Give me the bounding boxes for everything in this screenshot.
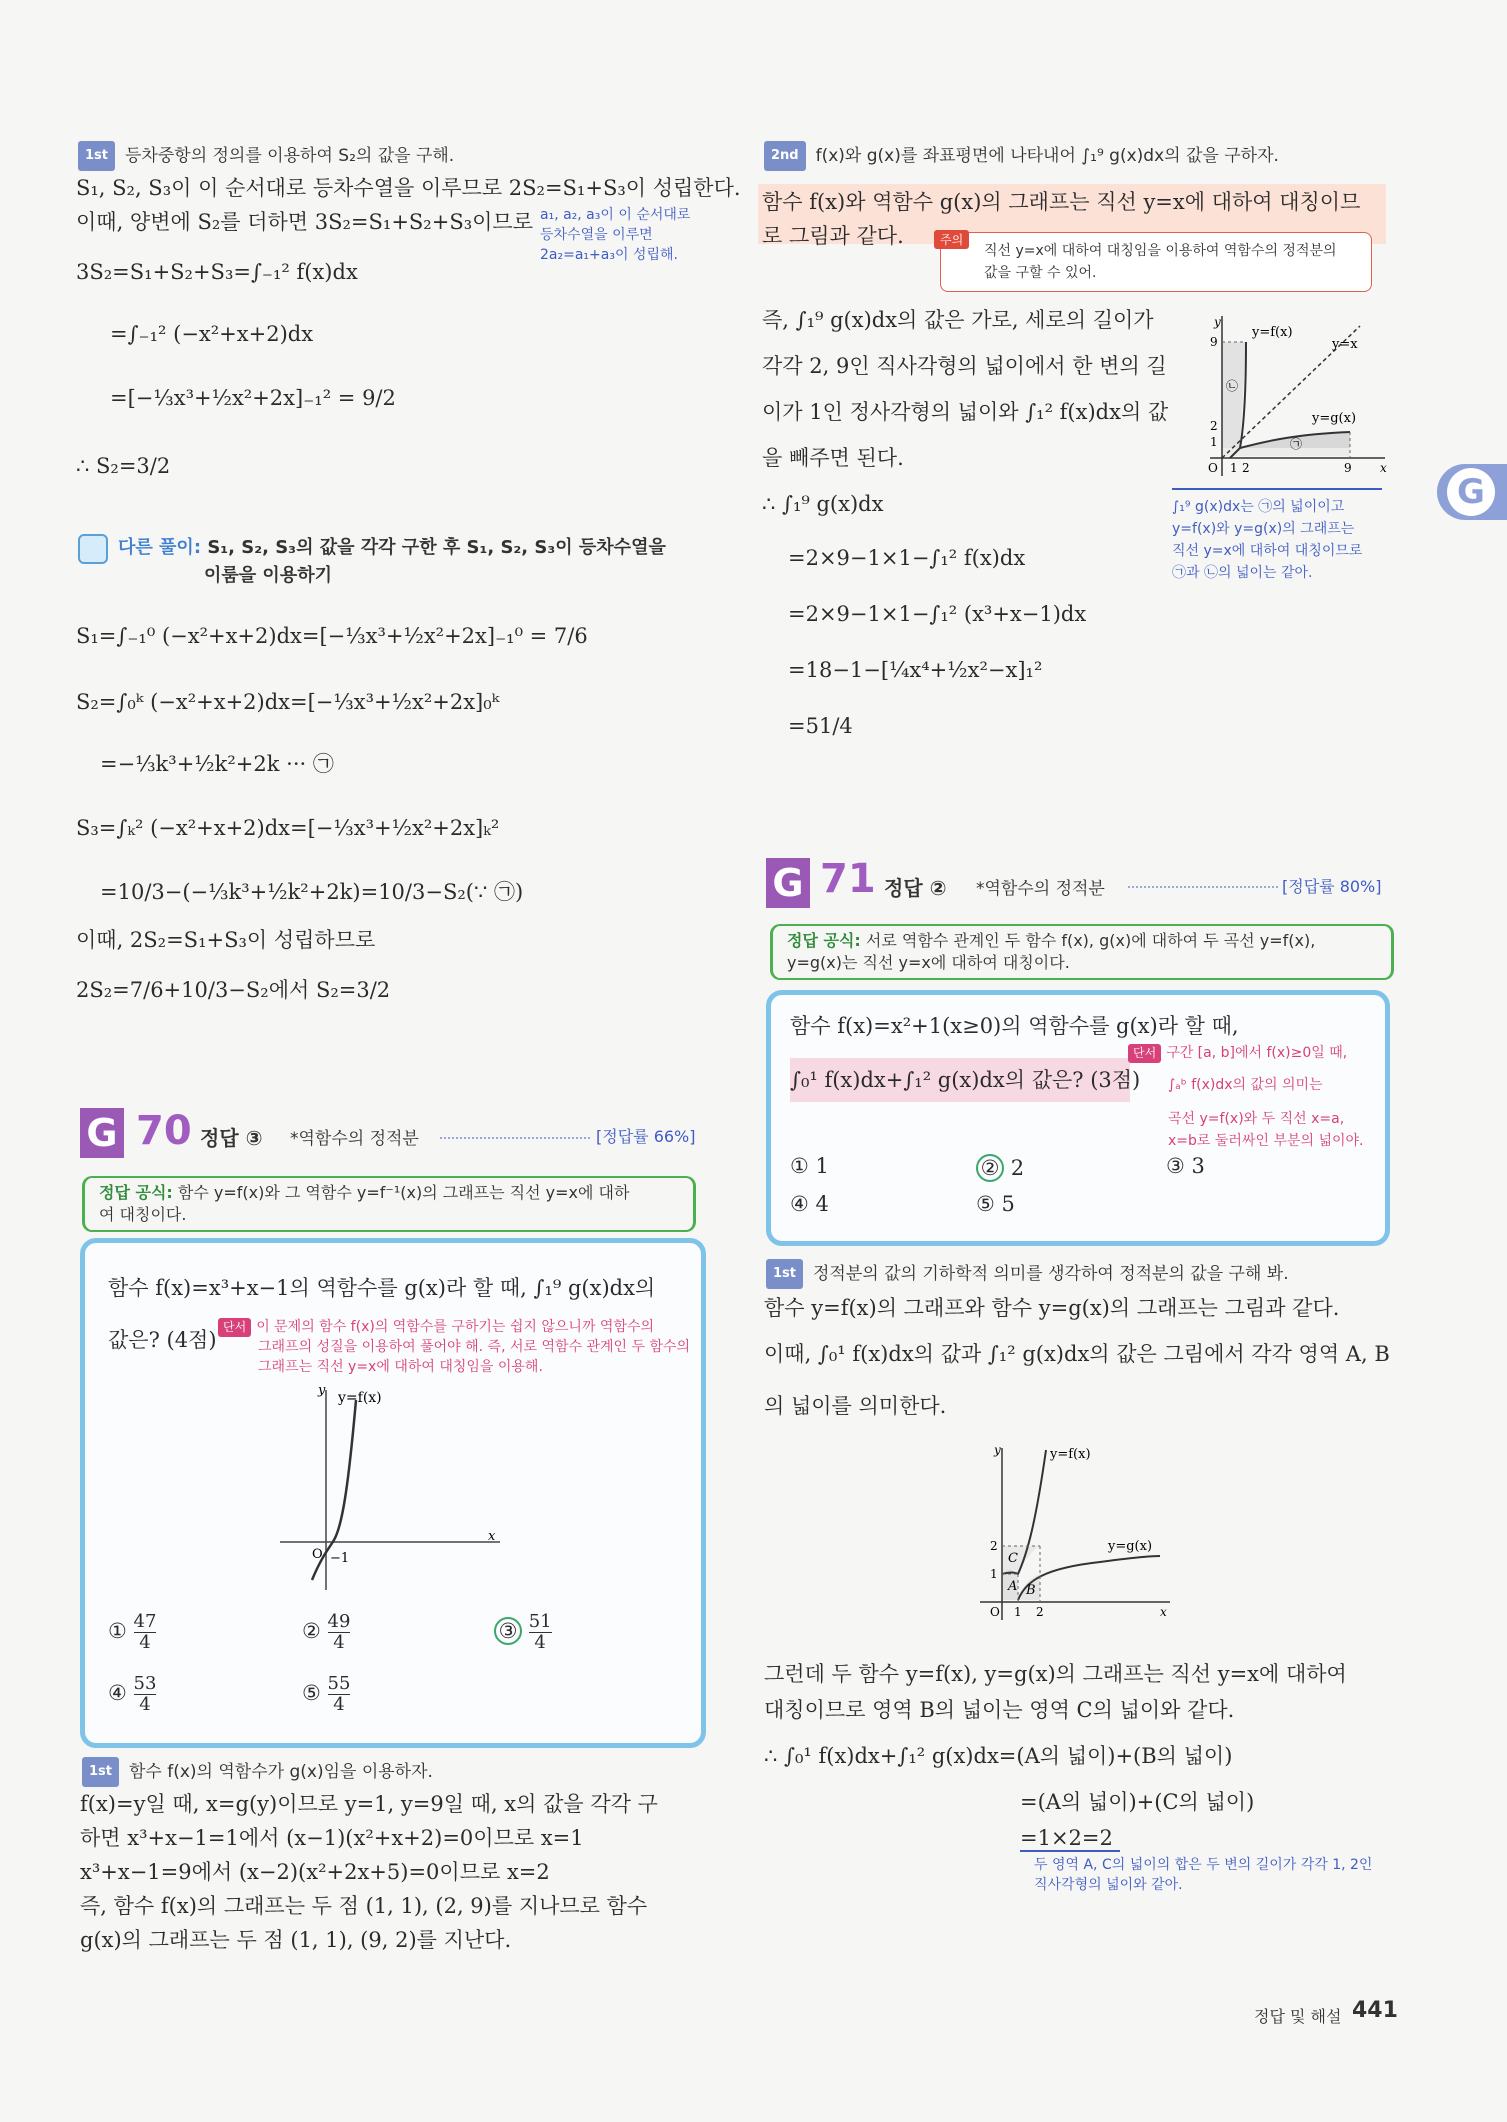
hint-note: 단서 이 문제의 함수 f(x)의 역함수를 구하기는 쉽지 않으니까 역함수의 [218, 1318, 654, 1337]
svg-text:B: B [1026, 1583, 1036, 1598]
choice-3[interactable]: ③ 3 [1166, 1154, 1205, 1178]
dotted-divider [440, 1137, 590, 1139]
section-tab-letter: G [1447, 468, 1495, 516]
math-line: S₂=∫₀ᵏ (−x²+x+2)dx=[−⅓x³+½x²+2x]₀ᵏ [76, 690, 500, 714]
text-line: 의 넓이를 의미한다. [764, 1394, 947, 1418]
math-line: =[−⅓x³+½x²+2x]₋₁² = 9/2 [110, 386, 396, 410]
text-line: 을 빼주면 된다. [762, 446, 904, 470]
side-note: a₁, a₂, a₃이 이 순서대로 [540, 207, 691, 223]
hint-note: ∫ₐᵇ f(x)dx의 값의 의미는 [1168, 1077, 1323, 1093]
text-line: 로 그림과 같다. [762, 224, 904, 248]
problem-number: 70 [136, 1108, 192, 1154]
svg-text:O: O [990, 1605, 1000, 1619]
problem-stem: ∫₀¹ f(x)dx+∫₁² g(x)dx의 값은? (3점) [790, 1068, 1141, 1092]
footer-label: 정답 및 해설 [1254, 2007, 1342, 2026]
svg-text:2: 2 [1036, 1605, 1044, 1619]
svg-text:y: y [1214, 315, 1221, 329]
text-line: 이가 1인 정사각형의 넓이와 ∫₁² f(x)dx의 값 [762, 400, 1169, 424]
note-underline [1172, 488, 1382, 490]
text-line: 각각 2, 9인 직사각형의 넓이에서 한 변의 길 [762, 354, 1167, 378]
svg-text:1: 1 [1210, 435, 1218, 449]
side-note: 등차수열을 이루면 [540, 227, 653, 243]
graph-abc-regions [970, 1440, 1180, 1630]
problem-stem: 함수 f(x)=x²+1(x≥0)의 역함수를 g(x)라 할 때, [790, 1014, 1239, 1038]
svg-text:1: 1 [1014, 1605, 1022, 1619]
text-line: 함수 f(x)와 역함수 g(x)의 그래프는 직선 y=x에 대하여 대칭이므 [762, 190, 1361, 214]
math-line: =∫₋₁² (−x²+x+2)dx [110, 322, 314, 346]
math-line: 3S₂=S₁+S₂+S₃=∫₋₁² f(x)dx [76, 260, 358, 284]
text-line: 이때, ∫₀¹ f(x)dx의 값과 ∫₁² g(x)dx의 값은 그림에서 각각 영역 A, B [764, 1342, 1390, 1366]
text-line: x³+x−1=9에서 (x−2)(x²+2x+5)=0이므로 x=2 [80, 1860, 550, 1884]
text-line: g(x)의 그래프는 두 점 (1, 1), (9, 2)를 지난다. [80, 1928, 512, 1952]
hint-note: 곡선 y=f(x)와 두 직선 x=a, [1168, 1111, 1345, 1127]
axis-label: y [318, 1383, 326, 1398]
choice-1[interactable]: ① 1 [790, 1154, 829, 1178]
svg-text:1: 1 [1230, 461, 1238, 475]
graph-q70 [270, 1380, 510, 1600]
svg-text:y=g(x): y=g(x) [1108, 1539, 1153, 1554]
origin-label: O [312, 1547, 323, 1562]
footnote: 직사각형의 넓이와 같아. [1034, 1877, 1183, 1893]
math-line: =1×2=2 [1020, 1826, 1113, 1850]
svg-text:2: 2 [1210, 419, 1218, 433]
page-number: 441 [1352, 1998, 1398, 2023]
problem-number: 71 [820, 856, 876, 902]
text-line: 즉, 함수 f(x)의 그래프는 두 점 (1, 1), (2, 9)를 지나므로 함수 [80, 1894, 648, 1918]
step-badge: 1st [78, 141, 115, 171]
choice-2-correct[interactable]: ② 2 [976, 1154, 1024, 1182]
choice-5[interactable]: ⑤ 5 [976, 1192, 1015, 1216]
warning-text: 직선 y=x에 대하여 대칭임을 이용하여 역함수의 정적분의 [984, 243, 1337, 259]
section-tab[interactable] [1437, 464, 1507, 520]
text-line: 이때, 2S₂=S₁+S₃이 성립하므로 [76, 928, 376, 952]
step1-q70: 1st 함수 f(x)의 역함수가 g(x)임을 이용하자. [82, 1756, 433, 1787]
math-line: S₁=∫₋₁⁰ (−x²+x+2)dx=[−⅓x³+½x²+2x]₋₁⁰ = 7/6 [76, 624, 588, 648]
warning-text: 값을 구할 수 있어. [984, 265, 1097, 281]
svg-text:C: C [1008, 1551, 1018, 1566]
svg-text:1: 1 [990, 1567, 998, 1581]
svg-text:㉠: ㉠ [1290, 437, 1303, 451]
math-line: ∴ S₂=3/2 [76, 454, 171, 478]
problem-g-badge: G [766, 858, 810, 908]
formula-box: 정답 공식: 서로 역함수 관계인 두 함수 f(x), g(x)에 대하여 두 곡선 y=f(x), y=g(x)는 직선 y=x에 대하여 대칭이다. [770, 924, 1394, 980]
text-line: 함수 y=f(x)의 그래프와 함수 y=g(x)의 그래프는 그림과 같다. [764, 1296, 1340, 1320]
choice-2[interactable]: ② $\frac{49}{4}$ [302, 1611, 351, 1653]
alt-title: 다른 풀이: S₁, S₂, S₃의 값을 각각 구한 후 S₁, S₂, S₃이 등차수열을 [118, 537, 666, 558]
note-underline [1020, 1850, 1120, 1852]
hint-note: 단서 구간 [a, b]에서 f(x)≥0일 때, [1128, 1044, 1347, 1063]
text-line: f(x)=y일 때, x=g(y)이므로 y=1, y=9일 때, x의 값을 각각 구 [80, 1792, 658, 1816]
choice-4[interactable]: ④ 4 [790, 1192, 829, 1216]
graph-note: y=f(x)와 y=g(x)의 그래프는 [1172, 521, 1355, 537]
math-line: ∴ ∫₁⁹ g(x)dx [762, 492, 884, 516]
svg-text:y: y [994, 1443, 1001, 1457]
svg-text:2: 2 [1242, 461, 1250, 475]
dotted-divider [1128, 886, 1278, 888]
choice-1[interactable]: ① $\frac{47}{4}$ [108, 1611, 157, 1653]
problem-stem: 값은? (4점) [108, 1328, 217, 1352]
math-line: S₃=∫ₖ² (−x²+x+2)dx=[−⅓x³+½x²+2x]ₖ² [76, 816, 500, 840]
math-line: 2S₂=7/6+10/3−S₂에서 S₂=3/2 [76, 978, 391, 1002]
svg-text:9: 9 [1344, 461, 1352, 475]
problem-g-badge: G [80, 1108, 124, 1158]
svg-text:O: O [1208, 461, 1218, 475]
math-line: =2×9−1×1−∫₁² f(x)dx [788, 546, 1026, 570]
math-line: =51/4 [788, 714, 853, 738]
math-line: =18−1−[¼x⁴+½x²−x]₁² [788, 658, 1043, 682]
answer-label: 정답 ③ [200, 1126, 263, 1150]
svg-text:2: 2 [990, 1539, 998, 1553]
axis-label: x [488, 1529, 496, 1544]
tick-label: −1 [330, 1551, 350, 1566]
warning-tag: 주의 [934, 230, 969, 249]
problem-stem: 함수 f(x)=x³+x−1의 역함수를 g(x)라 할 때, ∫₁⁹ g(x)dx의 [108, 1276, 656, 1300]
hint-note: 그래프의 성질을 이용하여 풀어야 해. 즉, 서로 역함수 관계인 두 함수의 [258, 1339, 691, 1355]
side-note: 2a₂=a₁+a₃이 성립해. [540, 247, 678, 263]
alt-title-cont: 이룸을 이용하기 [204, 565, 332, 586]
svg-text:y=x: y=x [1332, 337, 1358, 352]
footnote: 두 영역 A, C의 넓이의 합은 두 변의 길이가 각각 1, 2인 [1034, 1857, 1373, 1873]
step2-right: 2nd f(x)와 g(x)를 좌표평면에 나타내어 ∫₁⁹ g(x)dx의 값을 구하자. [764, 140, 1279, 171]
answer-label: 정답 ② [884, 876, 947, 900]
svg-text:x: x [1380, 461, 1387, 475]
math-line: ∴ ∫₀¹ f(x)dx+∫₁² g(x)dx=(A의 넓이)+(B의 넓이) [764, 1744, 1233, 1768]
choice-4[interactable]: ④ $\frac{53}{4}$ [108, 1673, 157, 1715]
curve-label: y=f(x) [338, 1390, 382, 1406]
topic-label: *역함수의 정적분 [976, 879, 1105, 899]
step1-q71: 1st 정적분의 값의 기하학적 의미를 생각하여 정적분의 값을 구해 봐. [766, 1258, 1289, 1289]
svg-text:A: A [1008, 1579, 1018, 1594]
text-line: 대칭이므로 영역 B의 넓이는 영역 C의 넓이와 같다. [764, 1698, 1235, 1722]
hint-note: 그래프는 직선 y=x에 대하여 대칭임을 이용해. [258, 1359, 543, 1375]
svg-text:y=g(x): y=g(x) [1312, 411, 1357, 426]
text-line: 즉, ∫₁⁹ g(x)dx의 값은 가로, 세로의 길이가 [762, 308, 1154, 332]
correct-rate: [정답률 80%] [1282, 877, 1382, 896]
svg-text:㉡: ㉡ [1226, 379, 1239, 393]
graph-note: 직선 y=x에 대하여 대칭이므로 [1172, 543, 1363, 559]
math-line: =2×9−1×1−∫₁² (x³+x−1)dx [788, 602, 1087, 626]
svg-text:x: x [1160, 1605, 1167, 1619]
graph-fg-symmetric [1180, 306, 1390, 486]
text-line: S₁, S₂, S₃이 이 순서대로 등차수열을 이루므로 2S₂=S₁+S₃이 성립한다. [76, 176, 741, 200]
text-line: 이때, 양변에 S₂를 더하면 3S₂=S₁+S₂+S₃이므로 [76, 210, 533, 234]
math-line: =10/3−(−⅓k³+½k²+2k)=10/3−S₂(∵ ㉠) [100, 880, 524, 904]
step1-left: 1st 등차중항의 정의를 이용하여 S₂의 값을 구해. [78, 140, 454, 171]
math-line: =(A의 넓이)+(C의 넓이) [1020, 1790, 1255, 1814]
text-line: 그런데 두 함수 y=f(x), y=g(x)의 그래프는 직선 y=x에 대하여 [764, 1662, 1347, 1686]
hint-note: x=b로 둘러싸인 부분의 넓이야. [1168, 1133, 1364, 1149]
math-line: =−⅓k³+½k²+2k ··· ㉠ [100, 752, 334, 776]
svg-text:y=f(x): y=f(x) [1252, 325, 1293, 340]
choice-5[interactable]: ⑤ $\frac{55}{4}$ [302, 1673, 351, 1715]
svg-text:9: 9 [1210, 335, 1218, 349]
graph-note: ㉠과 ㉡의 넓이는 같아. [1172, 565, 1313, 581]
alt-solution-icon [78, 534, 108, 564]
correct-rate: [정답률 66%] [596, 1127, 696, 1146]
formula-box: 정답 공식: 함수 y=f(x)와 그 역함수 y=f⁻¹(x)의 그래프는 직선 y=x에 대하 여 대칭이다. [82, 1176, 696, 1232]
svg-text:y=f(x): y=f(x) [1050, 1447, 1091, 1462]
text-line: 하면 x³+x−1=1에서 (x−1)(x²+x+2)=0이므로 x=1 [80, 1826, 584, 1850]
choice-3-correct[interactable]: ③ $\frac{51}{4}$ [494, 1612, 552, 1653]
graph-note: ∫₁⁹ g(x)dx는 ㉠의 넓이이고 [1172, 499, 1345, 515]
topic-label: *역함수의 정적분 [290, 1129, 419, 1149]
